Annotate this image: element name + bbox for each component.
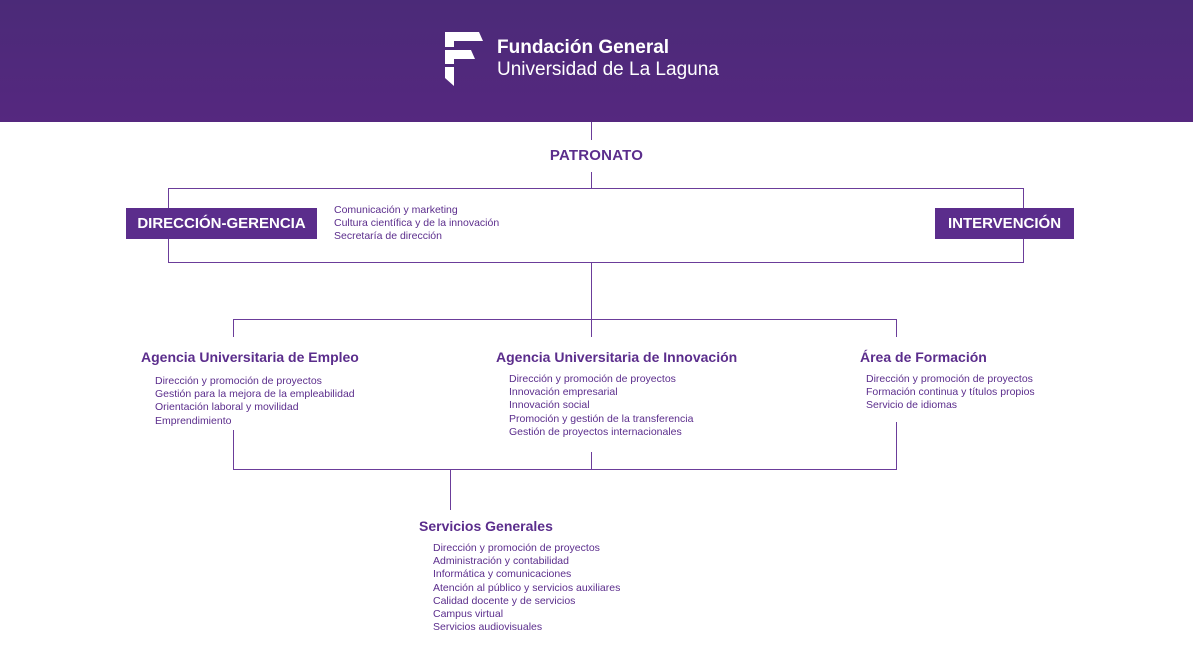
org-name-line1: Fundación General <box>497 37 670 58</box>
list-item: Calidad docente y de servicios <box>433 594 576 607</box>
list-item: Secretaría de dirección <box>334 230 442 243</box>
unit-title-employment: Agencia Universitaria de Empleo <box>141 349 359 365</box>
list-item: Dirección y promoción de proyectos <box>433 542 600 554</box>
list-item: Dirección y promoción de proyectos <box>866 373 1033 385</box>
direction-management-label: DIRECCIÓN-GERENCIA <box>126 208 317 239</box>
list-item: Comunicación y marketing <box>334 204 458 216</box>
unit-items-training <box>866 373 1035 413</box>
unit-items-employment <box>155 375 355 428</box>
list-item: Campus virtual <box>433 608 504 621</box>
list-item: Formación continua y títulos propios <box>866 386 1035 399</box>
patronato-label: PATRONATO <box>549 147 644 164</box>
connector-units-top <box>234 320 897 338</box>
unit-title-training: Área de Formación <box>860 349 987 365</box>
list-item: Servicios audiovisuales <box>433 621 543 634</box>
list-item: Orientación laboral y movilidad <box>155 401 299 414</box>
list-item: Innovación empresarial <box>509 386 618 399</box>
unit-items-innovation <box>509 373 693 439</box>
intervention-label: INTERVENCIÓN <box>935 208 1074 239</box>
list-item: Atención al público y servicios auxiliares <box>433 581 621 594</box>
list-item: Innovación social <box>509 399 590 412</box>
list-item: Dirección y promoción de proyectos <box>155 375 322 387</box>
unit-title-general-services: Servicios Generales <box>419 518 553 534</box>
unit-title-innovation: Agencia Universitaria de Innovación <box>496 349 738 365</box>
list-item: Promoción y gestión de la transferencia <box>509 412 694 425</box>
direction-items <box>334 204 499 244</box>
unit-items-general-services <box>433 542 620 634</box>
list-item: Informática y comunicaciones <box>433 568 572 581</box>
list-item: Administración y contabilidad <box>433 555 569 568</box>
list-item: Emprendimiento <box>155 414 232 427</box>
list-item: Servicio de idiomas <box>866 399 958 412</box>
list-item: Dirección y promoción de proyectos <box>509 373 676 385</box>
org-name-line2: Universidad de La Laguna <box>497 59 719 80</box>
list-item: Cultura científica y de la innovación <box>334 217 500 230</box>
list-item: Gestión para la mejora de la empleabilidad <box>155 388 355 401</box>
list-item: Gestión de proyectos internacionales <box>509 425 682 438</box>
